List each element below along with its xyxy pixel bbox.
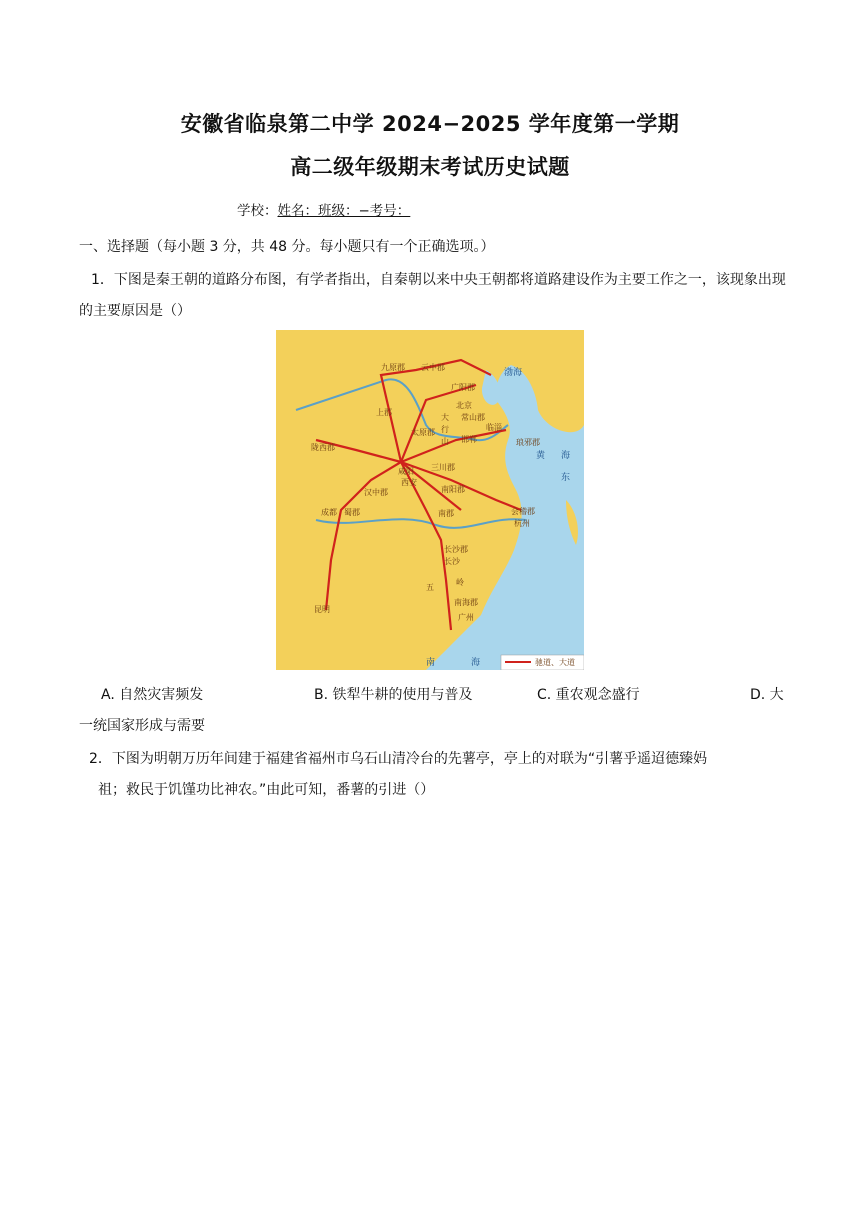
svg-text:南海郡: 南海郡 bbox=[454, 598, 478, 607]
svg-text:广阳郡: 广阳郡 bbox=[451, 383, 475, 392]
svg-text:上郡: 上郡 bbox=[376, 408, 392, 417]
svg-text:驰道、大道: 驰道、大道 bbox=[535, 658, 575, 667]
svg-text:渤海: 渤海 bbox=[504, 368, 523, 378]
svg-text:西安: 西安 bbox=[401, 478, 417, 487]
qin-road-map bbox=[276, 330, 584, 670]
question-1-stem: 1．下图是秦王朝的道路分布图，有学者指出，自秦朝以来中央王朝都将道路建设作为主要工作之一，该现象出现的主要原因是（） bbox=[79, 272, 786, 319]
svg-text:东: 东 bbox=[561, 473, 571, 483]
svg-text:南: 南 bbox=[426, 658, 436, 668]
exam-title-line1: 安徽省临泉第二中学 2024−2025 学年度第一学期 bbox=[180, 112, 680, 136]
svg-text:大: 大 bbox=[441, 413, 449, 422]
question-2-line2: 祖；救民于饥馑功比神农。”由此可知，番薯的引进（） bbox=[98, 782, 435, 798]
svg-text:琅邪郡: 琅邪郡 bbox=[516, 438, 540, 447]
svg-text:太原郡: 太原郡 bbox=[411, 428, 435, 437]
svg-text:陇西郡: 陇西郡 bbox=[311, 443, 335, 452]
option-a[interactable]: A. 自然灾害频发 bbox=[101, 687, 204, 703]
student-info bbox=[237, 199, 410, 219]
svg-text:长沙郡: 长沙郡 bbox=[444, 545, 468, 554]
school-label: 学校： bbox=[237, 203, 278, 219]
svg-text:蜀郡: 蜀郡 bbox=[344, 508, 360, 517]
svg-text:岭: 岭 bbox=[456, 578, 464, 587]
svg-text:北京: 北京 bbox=[456, 401, 472, 410]
svg-text:汉中郡: 汉中郡 bbox=[364, 488, 388, 497]
option-d-continued: 一统国家形成与需要 bbox=[79, 718, 205, 734]
question-2-stem bbox=[79, 744, 779, 806]
option-b[interactable]: B. 铁犁牛耕的使用与普及 bbox=[314, 687, 473, 703]
svg-text:邯郸: 邯郸 bbox=[461, 435, 477, 444]
svg-text:九原郡: 九原郡 bbox=[381, 363, 405, 372]
svg-text:海: 海 bbox=[471, 658, 481, 668]
svg-text:临淄: 临淄 bbox=[486, 423, 502, 432]
svg-text:常山郡: 常山郡 bbox=[461, 413, 485, 422]
svg-text:成都: 成都 bbox=[321, 508, 337, 517]
option-c[interactable]: C. 重农观念盛行 bbox=[537, 687, 640, 703]
option-d[interactable]: D. 大 bbox=[750, 687, 784, 703]
svg-text:海: 海 bbox=[561, 451, 571, 461]
svg-text:杭州: 杭州 bbox=[514, 519, 530, 528]
svg-text:长沙: 长沙 bbox=[444, 557, 460, 566]
exam-title-line2: 高二级年级期末考试历史试题 bbox=[290, 155, 570, 179]
section-title: 一、选择题（每小题 3 分，共 48 分。每小题只有一个正确选项。） bbox=[79, 239, 495, 255]
svg-text:云中郡: 云中郡 bbox=[421, 363, 445, 372]
svg-text:行: 行 bbox=[441, 425, 449, 434]
svg-text:昆明: 昆明 bbox=[314, 605, 330, 614]
svg-text:咸阳: 咸阳 bbox=[398, 467, 414, 476]
svg-text:黄: 黄 bbox=[536, 451, 546, 461]
svg-text:广州: 广州 bbox=[458, 613, 474, 622]
question-2-line1: 2．下图为明朝万历年间建于福建省福州市乌石山清冷台的先薯亭，亭上的对联为“引薯乎遥迢德臻妈 bbox=[89, 751, 708, 767]
name-class-id-fields: 姓名：班级：−考号： bbox=[277, 203, 411, 219]
svg-text:三川郡: 三川郡 bbox=[431, 463, 455, 472]
svg-text:山: 山 bbox=[441, 437, 449, 446]
map-legend bbox=[501, 655, 584, 670]
svg-text:五: 五 bbox=[426, 583, 434, 592]
svg-text:南阳郡: 南阳郡 bbox=[441, 485, 465, 494]
svg-text:南郡: 南郡 bbox=[438, 509, 454, 518]
svg-text:会稽郡: 会稽郡 bbox=[511, 507, 535, 516]
